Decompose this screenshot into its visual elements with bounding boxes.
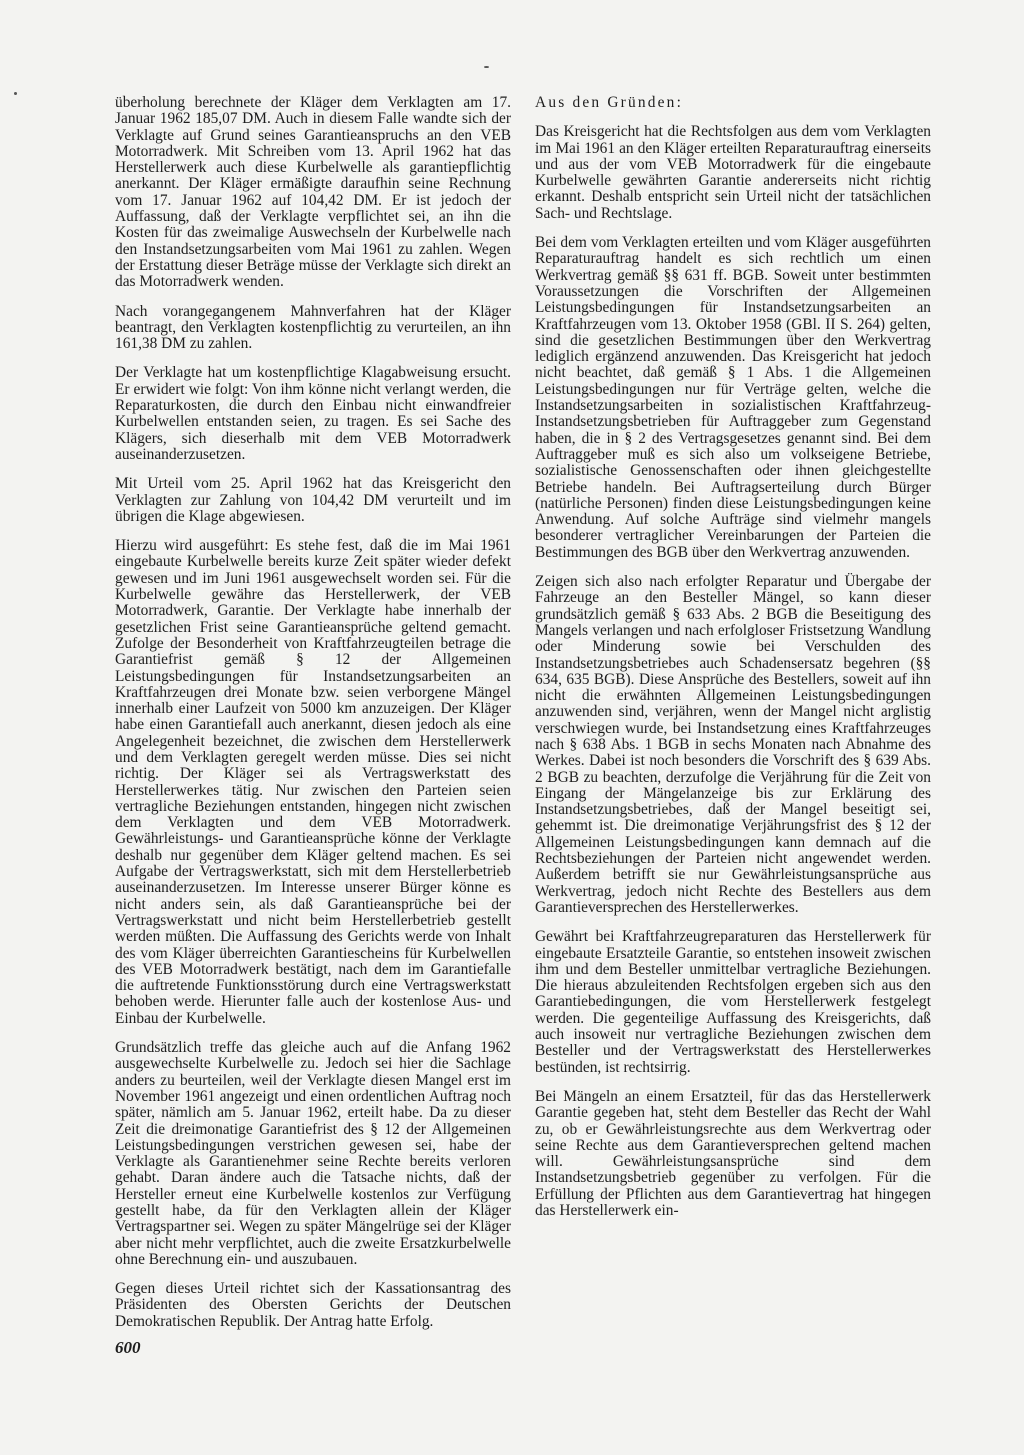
paragraph: Gewährt bei Kraftfahrzeugreparaturen das Herstellerwerk für eingebaute Ersatzteile Garantie, so entstehen insoweit zwischen ihm und dem Besteller unmittelbar vertragliche Beziehungen. Die hieraus abzuleitenden Rechtsfolgen ergeben sich aus den Garantiebedingungen, die vom Herstellerwerk festgelegt werden. Die gegenteilige Auffassung des Kreisgerichts, daß auch insoweit nur vertragliche Beziehungen zwischen dem Besteller und der Vertragswerkstatt des Herstellerwerkes bestünden, ist rechtsirrig. xyxy=(535,928,931,1076)
paragraph: Gegen dieses Urteil richtet sich der Kassationsantrag des Präsidenten des Obersten Gerichts der Deutschen Demokratischen Republik. Der Antrag hatte Erfolg. xyxy=(115,1280,511,1330)
left-column xyxy=(115,95,511,1343)
paragraph: Hierzu wird ausgeführt: Es stehe fest, daß die im Mai 1961 eingebaute Kurbelwelle bereits kurze Zeit später wieder defekt gewesen und im Juni 1961 ausgewechselt worden sei. Für die Kurbelwelle gewähre das Herstellerwerk, der VEB Motorradwerk, Garantie. Der Verklagte habe innerhalb der gesetzlichen Frist seine Garantieansprüche geltend gemacht. Zufolge der Besonderheit von Kraftfahrzeugteilen betrage die Garantiefrist gemäß § 12 der Allgemeinen Leistungsbedingungen für Instandsetzungsarbeiten an Kraftfahrzeugen drei Monate bzw. seien verborgene Mängel innerhalb einer Laufzeit von 5000 km anzuzeigen. Der Kläger habe einen Garantiefall auch anerkannt, diesen jedoch als eine Angelegenheit bezeichnet, die zwischen dem Herstellerwerk und dem Verklagten geregelt werden müsse. Dies sei nicht richtig. Der Kläger sei als Vertragswerkstatt des Herstellerwerkes tätig. Nur zwischen den Parteien seien vertragliche Beziehungen entstanden, hingegen nicht zwischen dem Verklagten und dem VEB Motorradwerk. Gewährleistungs- und Garantieansprüche könne der Verklagte deshalb nur gegenüber dem Kläger geltend machen. Es sei Aufgabe der Vertragswerkstatt, sich mit dem Herstellerbetrieb auseinanderzusetzen. Im Interesse unserer Bürger könne es nicht anders sein, als daß Garantieansprüche bei der Vertragswerkstatt und nicht beim Herstellerbetrieb gestellt werden müßten. Die Auffassung des Gerichts werde von Inhalt des vom Kläger überreichten Garantiescheins für Kurbelwellen des VEB Motorradwerk bestätigt, nach dem im Garantiefalle die auftretende Funktionsstörung durch eine Vertragswerkstatt behoben werde. Hierunter falle auch der kostenlose Aus- und Einbau der Kurbelwelle. xyxy=(115,537,511,1027)
paragraph: Zeigen sich also nach erfolgter Reparatur und Übergabe der Fahrzeuge an den Besteller Mängel, so kann dieser grundsätzlich gemäß § 633 Abs. 2 BGB die Beseitigung des Mangels verlangen und nach erfolgloser Fristsetzung Wandlung oder Minderung sowie bei Verschulden des Instandsetzungsbetriebes auch Schadensersatz begehren (§§ 634, 635 BGB). Diese Ansprüche des Bestellers, soweit auf ihn nicht die erwähnten Allgemeinen Leistungsbedingungen anzuwenden sind, verjähren, wenn der Mangel nicht arglistig verschwiegen wurde, bei Instandsetzung eines Kraftfahrzeuges nach § 638 Abs. 1 BGB in sechs Monaten nach Abnahme des Werkes. Dabei ist noch besonders die Vorschrift des § 639 Abs. 2 BGB zu beachten, derzufolge die Verjährung für die Zeit von Eingang der Mängelanzeige bis zur Erklärung des Instandsetzungsbetriebes, daß der Mangel beseitigt sei, gehemmt ist. Die dreimonatige Verjährungsfrist des § 12 der Allgemeinen Leistungsbedingungen kann demnach auf die Rechtsbeziehungen der Parteien nicht angewendet werden. Außerdem betrifft sie nur Gewährleistungsansprüche aus Werkvertrag, jedoch nicht Rechte des Bestellers aus dem Garantieversprechen des Herstellerwerkes. xyxy=(535,573,931,916)
paragraph: Der Verklagte hat um kostenpflichtige Klagabweisung ersucht. Er erwidert wie folgt: Von ihm könne nicht verlangt werden, die Reparaturkosten, die durch den Einbau nicht einwandfreier Kurbelwellen entstanden seien, zu tragen. Es sei Sache des Klägers, sich dieserhalb mit dem VEB Motorradwerk auseinanderzusetzen. xyxy=(115,364,511,463)
paragraph: Grundsätzlich treffe das gleiche auch auf die Anfang 1962 ausgewechselte Kurbelwelle zu. Jedoch sei hier die Sachlage anders zu beurteilen, weil der Verklagte diesen Mangel erst im November 1961 angezeigt und einen ordentlichen Auftrag noch später, nämlich am 5. Januar 1962, erteilt habe. Da zu dieser Zeit die dreimonatige Garantiefrist des § 12 der Allgemeinen Leistungsbedingungen verstrichen gewesen sei, habe der Verklagte als Garantienehmer seine Rechte bereits verloren gehabt. Daran ändere auch die Tatsache nichts, daß der Hersteller erneut eine Kurbelwelle kostenlos zur Verfügung gestellt habe, da für den Verklagten allein der Kläger Vertragspartner sei. Wegen zu später Mängelrüge sei der Kläger aber nicht mehr verpflichtet, auch die zweite Ersatzkurbelwelle ohne Berechnung ein- und auszubauen. xyxy=(115,1039,511,1268)
scan-speck xyxy=(14,92,17,95)
section-heading: Aus den Gründen: xyxy=(535,94,684,111)
paragraph: Das Kreisgericht hat die Rechtsfolgen aus dem vom Verklagten im Mai 1961 an den Kläger erteilten Reparaturauftrag einerseits und aus der vom VEB Motorradwerk für die eingebaute Kurbelwelle gewährten Garantie andererseits nicht richtig erkannt. Deshalb entspricht sein Urteil nicht der tatsächlichen Sach- und Rechtslage. xyxy=(535,123,931,222)
paragraph: Nach vorangegangenem Mahnverfahren hat der Kläger beantragt, den Verklagten kostenpflichtig zu verurteilen, an ihn 161,38 DM zu zahlen. xyxy=(115,302,511,353)
paragraph: überholung berechnete der Kläger dem Verklagten am 17. Januar 1962 185,07 DM. Auch in diesem Falle wandte sich der Verklagte auf Grund seines Garantieanspruchs an den VEB Motorradwerk. Mit Schreiben vom 13. April 1962 hat das Herstellerwerk auch diese Kurbelwelle als garantiepflichtig anerkannt. Der Kläger ermäßigte daraufhin seine Rechnung vom 17. Januar 1962 auf 104,42 DM. Er ist jedoch der Auffassung, daß der Verklagte verpflichtet sei, an ihn die Kosten für das zweimalige Auswechseln der Kurbelwelle nach den Instandsetzungsarbeiten vom Mai 1961 zu zahlen. Wegen der Erstattung dieser Beträge müsse der Verklagte sich direkt an das Motorradwerk wenden. xyxy=(115,94,511,291)
paragraph: Bei dem vom Verklagten erteilten und vom Kläger ausgeführten Reparaturauftrag handelt es sich rechtlich um einen Werkvertrag gemäß §§ 631 ff. BGB. Soweit unter bestimmten Voraussetzungen die Vorschriften der Allgemeinen Leistungsbedingungen für Instandsetzungsarbeiten an Kraftfahrzeugen vom 13. Oktober 1958 (GBl. II S. 264) gelten, sind die gesetzlichen Bestimmungen über den Werkvertrag lediglich ergänzend anzuwenden. Das Kreisgericht hat jedoch nicht beachtet, daß gemäß § 1 Abs. 1 die Allgemeinen Leistungsbedingungen nur für Verträge gelten, welche die Instandsetzungsarbeiten in sozialistischen Kraftfahrzeug-Instandsetzungsbetrieben für Auftraggeber zum Gegenstand haben, die in § 2 des Vertragsgesetzes genannt sind. Bei dem Auftraggeber muß es sich also um volkseigene Betriebe, sozialistische Genossenschaften oder ihnen gleichgestellte Betriebe handeln. Bei Auftragserteilung durch Bürger (natürliche Personen) finden diese Leistungsbedingungen keine Anwendung. Auf solche Aufträge sind vielmehr mangels besonderer vertraglicher Vereinbarungen der Parteien die Bestimmungen des BGB über den Werkvertrag anzuwenden. xyxy=(535,234,931,561)
paragraph: Bei Mängeln an einem Ersatzteil, für das das Herstellerwerk Garantie gegeben hat, steht dem Besteller das Recht der Wahl zu, ob er Gewährleistungsrechte aus dem Werkvertrag oder seine Rechte aus dem Garantieversprechen geltend machen will. Gewährleistungsansprüche sind dem Instandsetzungsbetrieb gegenüber zu verfolgen. Für die Erfüllung der Pflichten aus dem Garantievertrag hat hingegen das Herstellerwerk ein- xyxy=(535,1087,931,1219)
scan-speck xyxy=(484,66,489,68)
right-column xyxy=(535,95,931,1232)
paragraph: Mit Urteil vom 25. April 1962 hat das Kreisgericht den Verklagten zur Zahlung von 104,42 DM verurteilt und im übrigen die Klage abgewiesen. xyxy=(115,475,511,525)
page-number: 600 xyxy=(115,1338,141,1357)
